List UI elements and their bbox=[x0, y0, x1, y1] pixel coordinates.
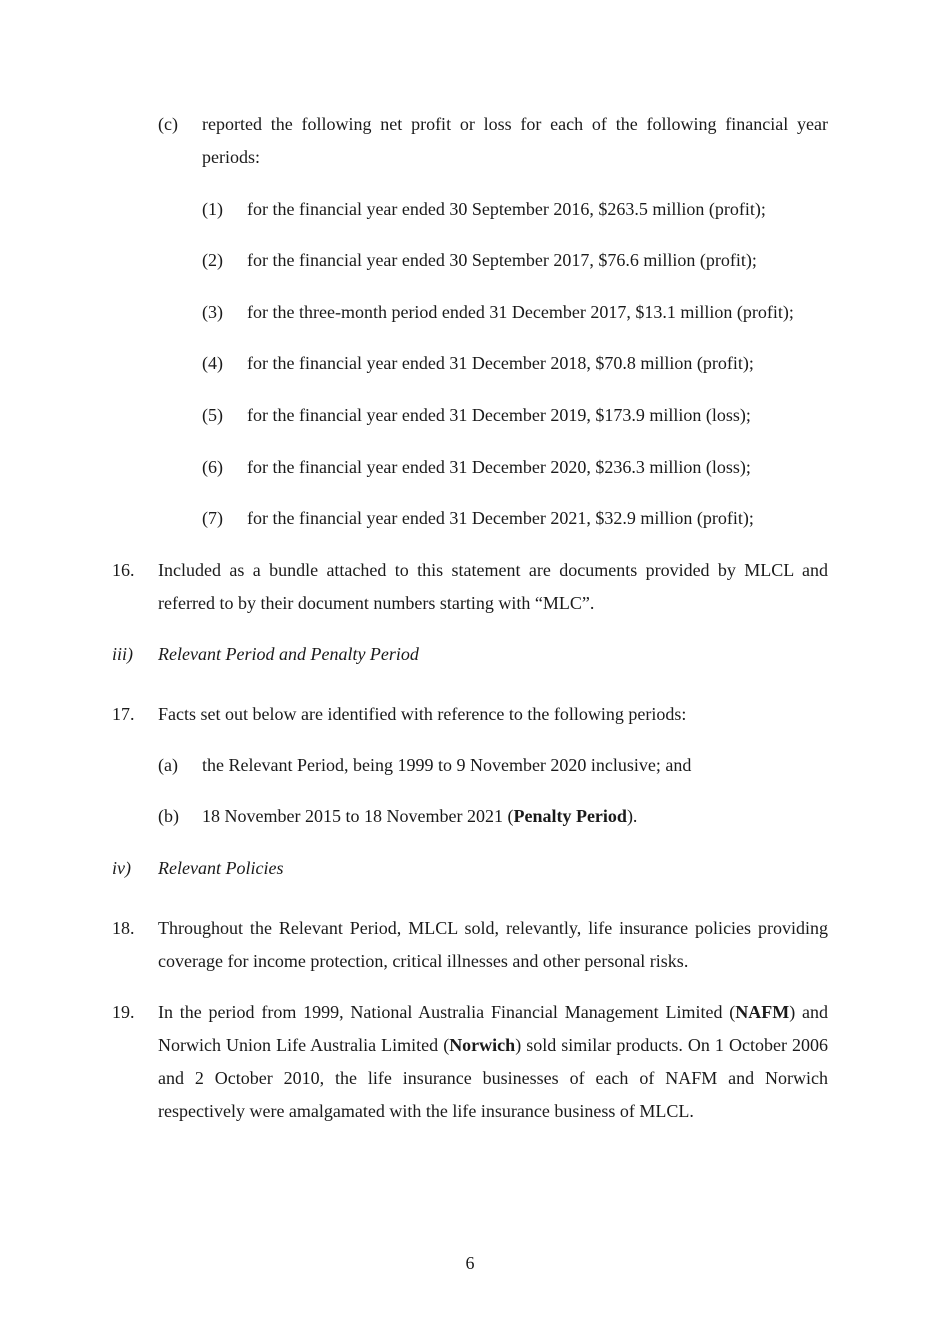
section-title: Relevant Period and Penalty Period bbox=[158, 644, 419, 664]
item-b-text-start: 18 November 2015 to 18 November 2021 ( bbox=[202, 806, 514, 826]
item-c bbox=[158, 108, 828, 174]
list-item-label: (7) bbox=[202, 508, 223, 528]
paragraph-text: Facts set out below are identified with reference to the following periods: bbox=[158, 704, 687, 724]
paragraph-text-part: ) and Norwich Union Life Australia Limited ( bbox=[158, 1002, 829, 1055]
list-item bbox=[202, 405, 832, 425]
paragraph-17 bbox=[112, 698, 828, 731]
item-a bbox=[158, 749, 828, 782]
list-item bbox=[202, 250, 832, 270]
page-number: 6 bbox=[465, 1253, 475, 1273]
item-c-text: reported the following net profit or loss for each of the following financial year periods: bbox=[202, 114, 828, 167]
item-b-label: (b) bbox=[158, 806, 179, 826]
list-item-label: (4) bbox=[202, 353, 223, 373]
list-item bbox=[202, 508, 832, 528]
paragraph-16 bbox=[112, 554, 828, 620]
list-item-text: for the financial year ended 31 December 2021, $32.9 million (profit); bbox=[247, 508, 754, 528]
paragraph-19 bbox=[112, 996, 828, 1128]
paragraph-number: 18. bbox=[112, 918, 135, 938]
section-heading-iii bbox=[112, 638, 828, 671]
defined-term-penalty-period: Penalty Period bbox=[513, 806, 627, 826]
paragraph-text: Throughout the Relevant Period, MLCL sold, relevantly, life insurance policies providing coverage for income protection, critical illnesses and other personal risks. bbox=[158, 918, 828, 971]
list-item bbox=[202, 457, 832, 477]
list-item bbox=[202, 353, 832, 373]
item-c-label: (c) bbox=[158, 114, 178, 134]
list-item-label: (1) bbox=[202, 199, 223, 219]
item-b bbox=[158, 800, 828, 833]
item-b-text-end: ). bbox=[626, 806, 638, 826]
paragraph-text-part: ) sold similar products. On 1 October 2006 and 2 October 2010, the life insurance businesses of each of NAFM and Norwich respectively were amalgamated with the life insurance business of MLCL. bbox=[158, 1035, 828, 1121]
list-item-label: (5) bbox=[202, 405, 223, 425]
list-item-label: (3) bbox=[202, 302, 223, 322]
paragraph-text: Included as a bundle attached to this statement are documents provided by MLCL and referred to by their document numbers starting with “MLC”. bbox=[158, 560, 828, 613]
list-item bbox=[202, 199, 832, 219]
list-item-text: for the financial year ended 30 September 2016, $263.5 million (profit); bbox=[247, 199, 766, 219]
list-item-text: for the three-month period ended 31 December 2017, $13.1 million (profit); bbox=[247, 302, 794, 322]
item-a-text: the Relevant Period, being 1999 to 9 November 2020 inclusive; and bbox=[202, 755, 692, 775]
paragraph-number: 17. bbox=[112, 704, 135, 724]
item-b-text bbox=[202, 800, 828, 833]
list-item bbox=[202, 302, 832, 322]
item-a-label: (a) bbox=[158, 755, 178, 775]
list-item-text: for the financial year ended 31 December 2018, $70.8 million (profit); bbox=[247, 353, 754, 373]
section-number: iv) bbox=[112, 858, 131, 878]
list-item-text: for the financial year ended 31 December 2019, $173.9 million (loss); bbox=[247, 405, 751, 425]
list-item-label: (2) bbox=[202, 250, 223, 270]
list-item-text: for the financial year ended 30 September 2017, $76.6 million (profit); bbox=[247, 250, 757, 270]
list-item-label: (6) bbox=[202, 457, 223, 477]
paragraph-number: 19. bbox=[112, 1002, 135, 1022]
paragraph-18 bbox=[112, 912, 828, 978]
section-title: Relevant Policies bbox=[158, 858, 284, 878]
defined-term-nafm: NAFM bbox=[735, 1002, 790, 1022]
paragraph-text-part: In the period from 1999, National Australia Financial Management Limited ( bbox=[158, 1002, 736, 1022]
paragraph-number: 16. bbox=[112, 560, 135, 580]
section-heading-iv bbox=[112, 852, 828, 885]
section-number: iii) bbox=[112, 644, 133, 664]
list-item-text: for the financial year ended 31 December 2020, $236.3 million (loss); bbox=[247, 457, 751, 477]
defined-term-norwich: Norwich bbox=[449, 1035, 516, 1055]
paragraph-text bbox=[158, 996, 828, 1128]
